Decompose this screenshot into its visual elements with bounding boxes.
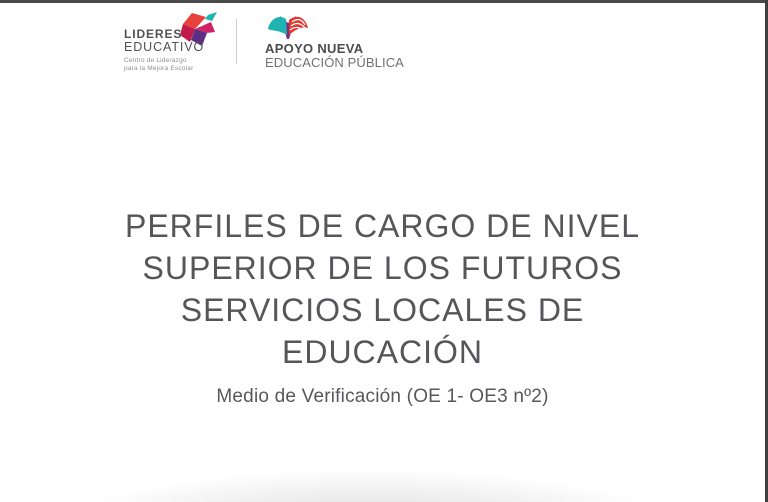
page-title-line-4: EDUCACIÓN bbox=[281, 334, 483, 370]
lideres-tagline-line1: Centro de Liderazgo bbox=[124, 57, 187, 64]
page-title-line-2: SUPERIOR DE LOS FUTUROS bbox=[142, 250, 623, 286]
apoyo-nueva-logo bbox=[265, 12, 404, 69]
window-top-border bbox=[0, 0, 768, 3]
lideres-tagline-line2: para la Mejora Escolar bbox=[124, 64, 194, 72]
open-book-logo-icon bbox=[267, 14, 309, 41]
lideres-wordmark-line2: EDUCATIVO bbox=[124, 40, 205, 54]
apoyo-wordmark-line1: APOYO NUEVA bbox=[265, 41, 364, 56]
apoyo-wordmark-line2: EDUCACIÓN PÚBLICA bbox=[265, 55, 404, 70]
lideres-wordmark-line1: LIDERES bbox=[124, 27, 183, 41]
lideres-educativo-logo bbox=[124, 12, 224, 76]
page-title-line-1: PERFILES DE CARGO DE NIVEL bbox=[124, 208, 640, 244]
cover-title-block bbox=[0, 205, 765, 410]
page-bottom-shadow bbox=[0, 440, 768, 502]
logo-divider-line bbox=[236, 19, 237, 64]
page-title-line-3: SERVICIOS LOCALES DE bbox=[180, 292, 585, 328]
logo-header bbox=[124, 12, 404, 76]
page-subtitle: Medio de Verificación (OE 1- OE3 nº2) bbox=[216, 386, 549, 407]
